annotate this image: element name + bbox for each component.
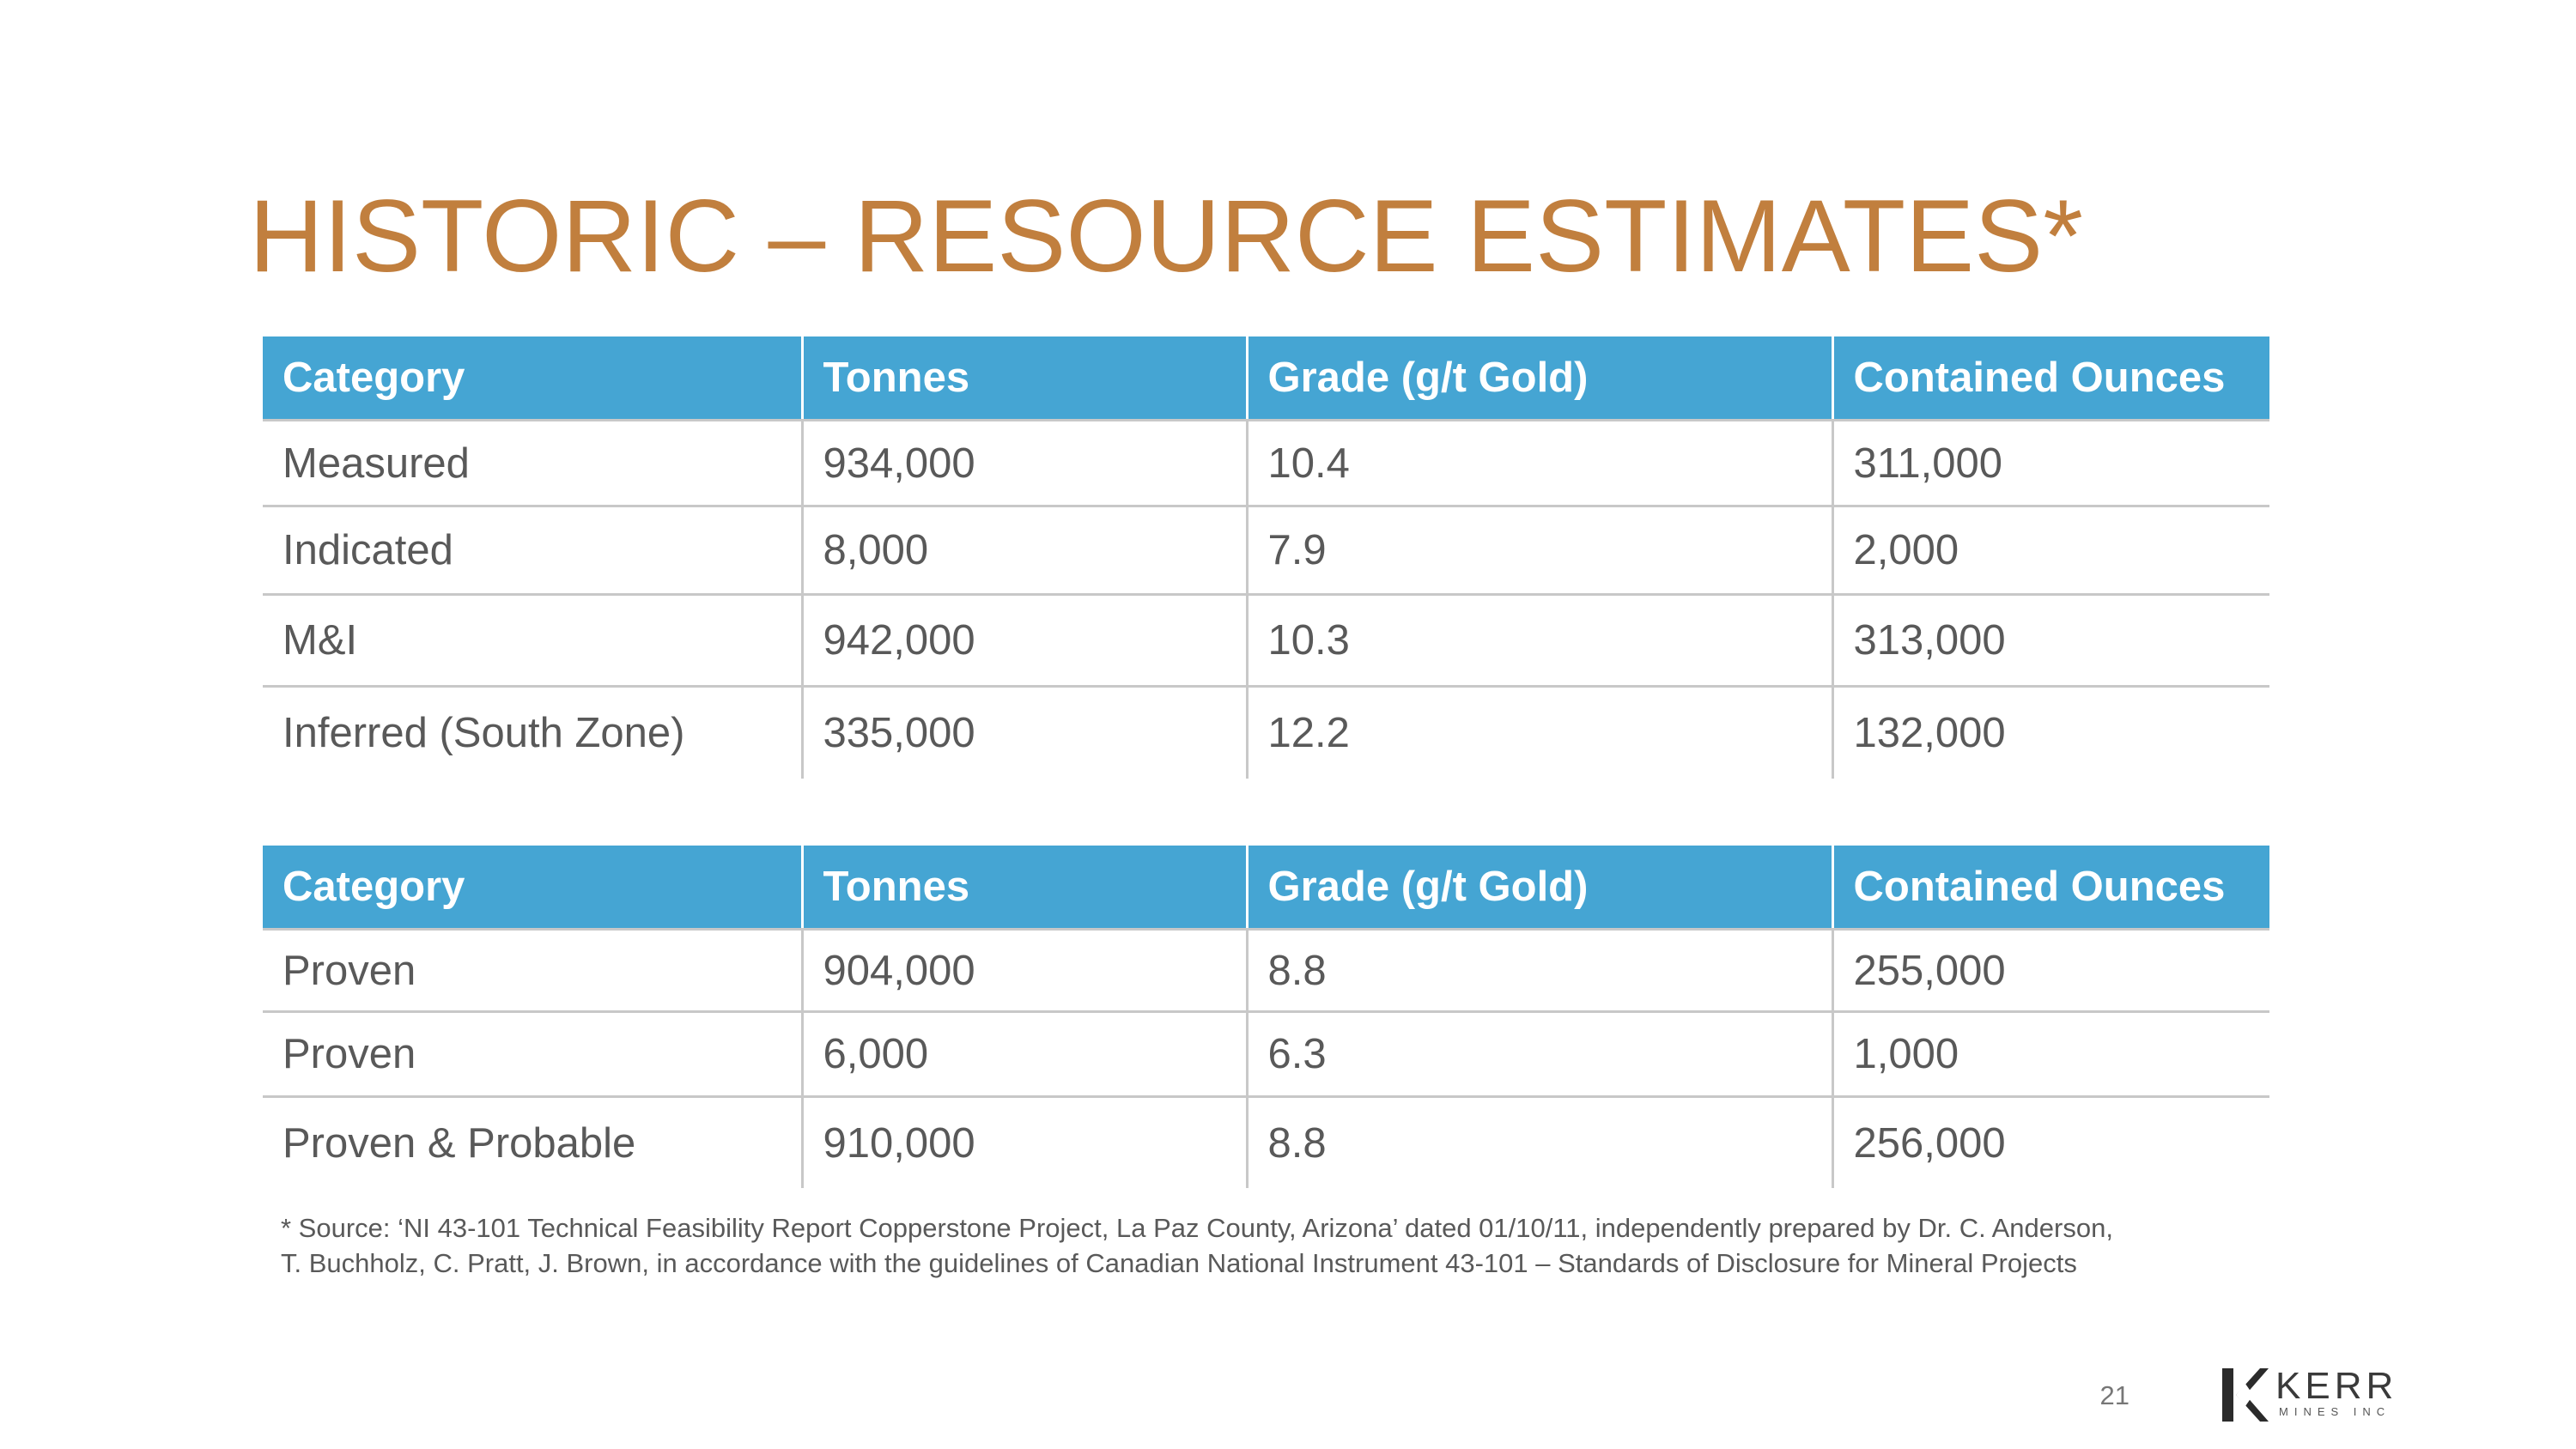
table-header-row	[263, 336, 2269, 421]
column-header-category: Category	[263, 846, 802, 930]
cell-tonnes: 934,000	[802, 421, 1247, 506]
cell-ounces: 1,000	[1832, 1012, 2269, 1097]
cell-tonnes: 6,000	[802, 1012, 1247, 1097]
cell-grade: 7.9	[1247, 506, 1832, 595]
column-header-contained-ounces: Contained Ounces	[1832, 336, 2269, 421]
column-header-grade: Grade (g/t Gold)	[1247, 336, 1832, 421]
column-header-tonnes: Tonnes	[802, 846, 1247, 930]
column-header-category: Category	[263, 336, 802, 421]
cell-tonnes: 942,000	[802, 595, 1247, 687]
cell-category: Proven	[263, 1012, 802, 1097]
cell-tonnes: 335,000	[802, 687, 1247, 779]
table-row	[263, 687, 2269, 779]
cell-ounces: 311,000	[1832, 421, 2269, 506]
kerr-k-logo-icon	[2222, 1368, 2269, 1422]
cell-ounces: 313,000	[1832, 595, 2269, 687]
footnote-line: * Source: ‘NI 43-101 Technical Feasibility Report Copperstone Project, La Paz County, Arizona’ dated 01/10/11, independently prepared by Dr. C. Anderson,	[281, 1213, 2113, 1243]
cell-category: Proven & Probable	[283, 1119, 636, 1167]
slide-title: HISTORIC – RESOURCE ESTIMATES*	[249, 179, 2083, 294]
page-number: 21	[2099, 1380, 2129, 1410]
table-row	[263, 1012, 2269, 1097]
cell-grade: 10.3	[1247, 595, 1832, 687]
cell-grade: 8.8	[1247, 930, 1832, 1012]
table-row	[263, 595, 2269, 687]
cell-ounces: 132,000	[1832, 687, 2269, 779]
cell-grade: 6.3	[1247, 1012, 1832, 1097]
table-row	[263, 1097, 2269, 1189]
table-row	[263, 421, 2269, 506]
cell-ounces: 2,000	[1832, 506, 2269, 595]
table-row	[263, 930, 2269, 1012]
column-header-grade: Grade (g/t Gold)	[1247, 846, 1832, 930]
resource-estimates-table	[263, 336, 2269, 779]
cell-grade: 10.4	[1247, 421, 1832, 506]
cell-category: M&I	[263, 595, 802, 687]
cell-category: Indicated	[263, 506, 802, 595]
cell-category: Inferred (South Zone)	[283, 710, 685, 756]
cell-ounces: 255,000	[1832, 930, 2269, 1012]
column-header-contained-ounces: Contained Ounces	[1832, 846, 2269, 930]
source-footnote	[281, 1210, 2342, 1281]
cell-category: Proven	[263, 930, 802, 1012]
reserve-estimates-table	[263, 846, 2269, 1188]
footnote-line: T. Buchholz, C. Pratt, J. Brown, in accordance with the guidelines of Canadian National Instrument 43-101 – Standards of Disclosure for Mineral Projects	[281, 1248, 2077, 1278]
column-header-tonnes: Tonnes	[802, 336, 1247, 421]
cell-tonnes: 904,000	[802, 930, 1247, 1012]
logo-subtitle: MINES INC	[2279, 1405, 2391, 1418]
table-row	[263, 506, 2269, 595]
cell-category: Measured	[263, 421, 802, 506]
cell-ounces: 256,000	[1832, 1097, 2269, 1189]
cell-tonnes: 910,000	[802, 1097, 1247, 1189]
table-header-row	[263, 846, 2269, 930]
kerr-mines-logo	[2222, 1365, 2403, 1425]
cell-grade: 8.8	[1247, 1097, 1832, 1189]
cell-tonnes: 8,000	[802, 506, 1247, 595]
logo-wordmark: KERR	[2275, 1365, 2398, 1407]
cell-grade: 12.2	[1247, 687, 1832, 779]
